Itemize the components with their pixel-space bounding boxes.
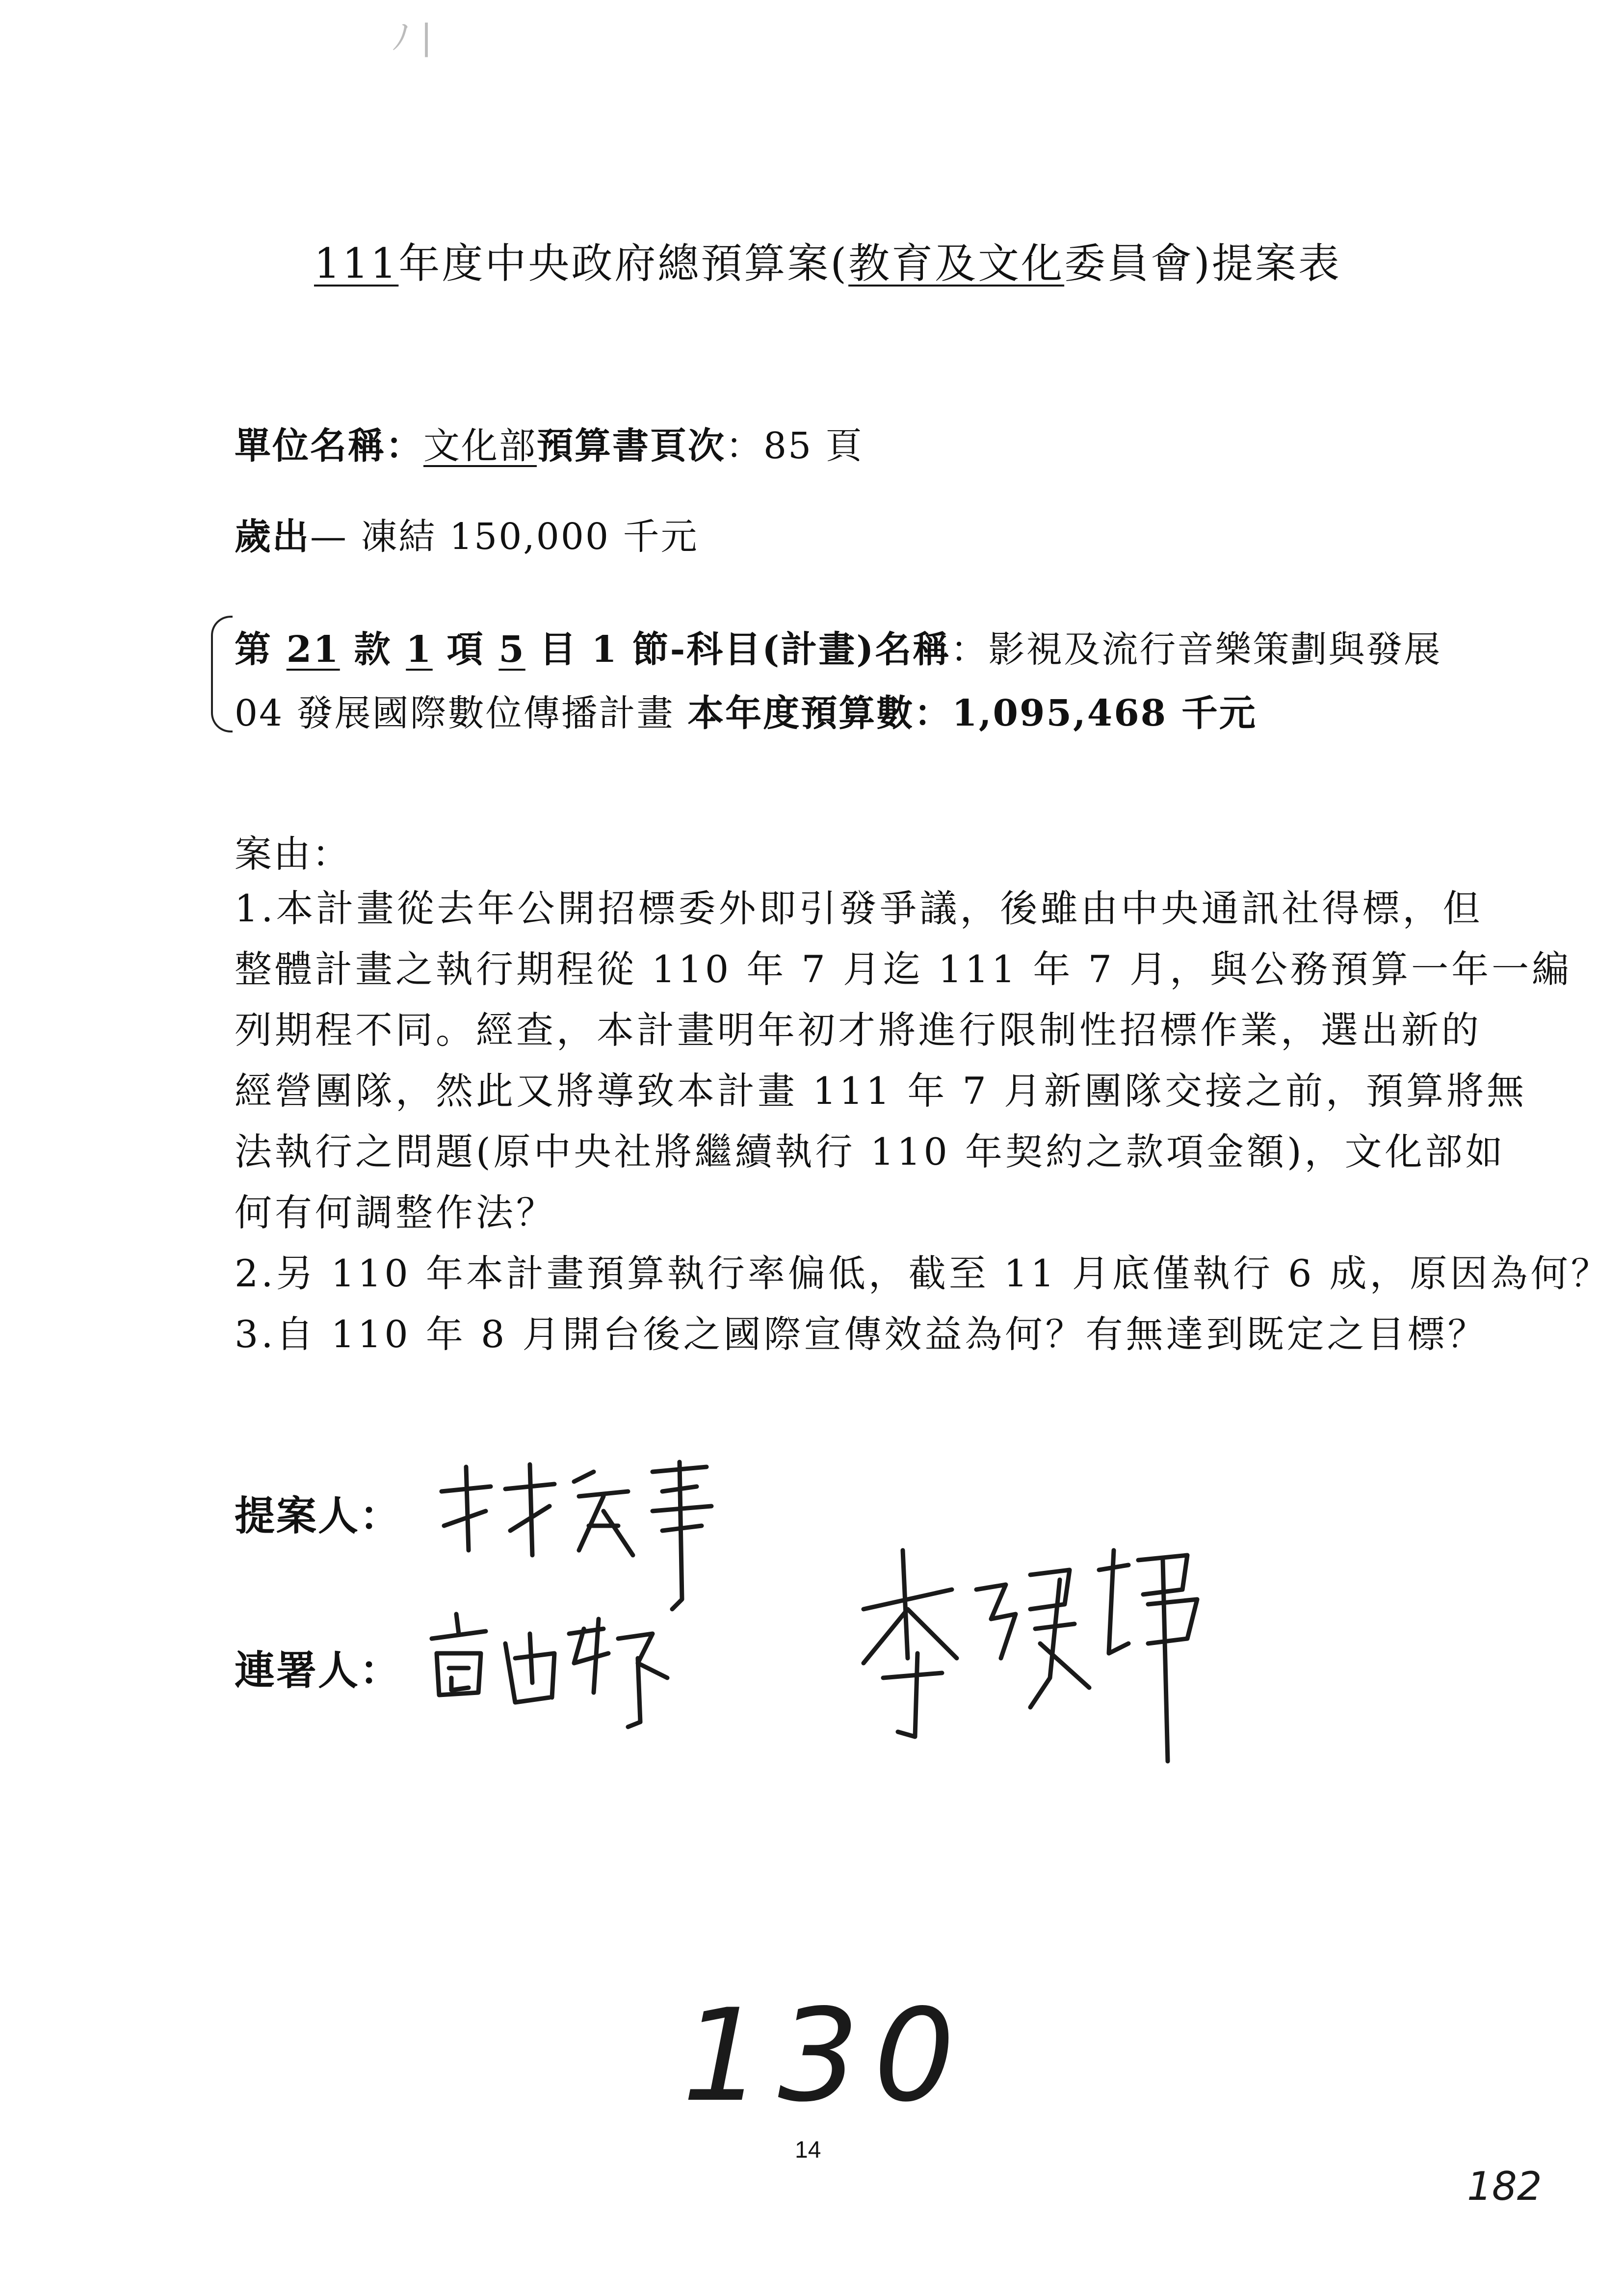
expenditure-dash: — <box>310 516 348 558</box>
scan-marks: ﾉ | <box>393 17 432 57</box>
reason-label: 案由： <box>235 832 351 876</box>
cosigner-label: 連署人： <box>235 1647 402 1694</box>
reason-line: 經營團隊，然此又將導致本計畫 111 年 7 月新團隊交接之前，預算將無 <box>235 1069 1527 1113</box>
page-number: 14 <box>795 2137 821 2163</box>
cosigner-signature-1 <box>422 1604 677 1732</box>
cosigner-signature-2 <box>844 1531 1217 1776</box>
item-kuan: 21 <box>286 628 340 671</box>
handwritten-number: 130 <box>682 1982 970 2130</box>
item-budget: 本年度預算數：1,095,468 千元 <box>687 692 1257 734</box>
item-line-1 <box>235 621 1441 673</box>
item-xiang: 1 <box>406 628 433 671</box>
expenditure-label: 歲出 <box>235 516 310 558</box>
corner-mark: 182 <box>1467 2164 1542 2209</box>
reason-line: 法執行之問題(原中央社將繼續執行 110 年契約之款項金額)，文化部如 <box>235 1130 1506 1174</box>
item-p2: 款 <box>340 628 406 671</box>
item-p3: 項 <box>432 628 499 671</box>
proposer-label: 提案人： <box>235 1492 402 1539</box>
reason-line: 列期程不同。經查，本計畫明年初才將進行限制性招標作業，選出新的 <box>235 1008 1482 1052</box>
title-committee: 教育及文化 <box>848 239 1065 287</box>
reason-line: 何有何調整作法？ <box>235 1191 556 1234</box>
unit-line <box>235 417 864 469</box>
item-bracket <box>211 616 233 732</box>
expenditure-value: 凍結 150,000 千元 <box>348 516 699 558</box>
page-label: 預算書頁次 <box>537 425 726 467</box>
reason-body <box>235 878 1611 1365</box>
page-value: ：85 頁 <box>726 425 864 467</box>
item-plan: 04 發展國際數位傳播計畫 <box>235 692 688 734</box>
reason-line: 1.本計畫從去年公開招標委外即引發爭議，後雖由中央通訊社得標，但 <box>235 887 1483 930</box>
item-p4: 目 1 節-科目(計畫)名稱 <box>525 628 951 671</box>
reason-line: 2.另 110 年本計畫預算執行率偏低，截至 11 月底僅執行 6 成，原因為何？ <box>235 1252 1611 1295</box>
unit-value: 文化部 <box>423 425 537 467</box>
item-line-2 <box>235 684 1257 736</box>
item-p1: 第 <box>235 628 287 671</box>
item-mu: 5 <box>498 628 525 671</box>
proposer-signature <box>432 1452 736 1614</box>
item-name: ：影視及流行音樂策劃與發展 <box>950 628 1442 671</box>
title-year: 111 <box>314 239 399 287</box>
reason-line: 整體計畫之執行期程從 110 年 7 月迄 111 年 7 月，與公務預算一年一編 <box>235 947 1572 991</box>
title-part1: 年度中央政府總預算案( <box>398 239 849 287</box>
expenditure-line <box>235 508 699 560</box>
title-part2: 委員會)提案表 <box>1064 239 1341 287</box>
unit-label: 單位名稱： <box>235 425 423 467</box>
reason-line: 3.自 110 年 8 月開台後之國際宣傳效益為何？有無達到既定之目標？ <box>235 1312 1488 1356</box>
document-title <box>314 231 1341 290</box>
